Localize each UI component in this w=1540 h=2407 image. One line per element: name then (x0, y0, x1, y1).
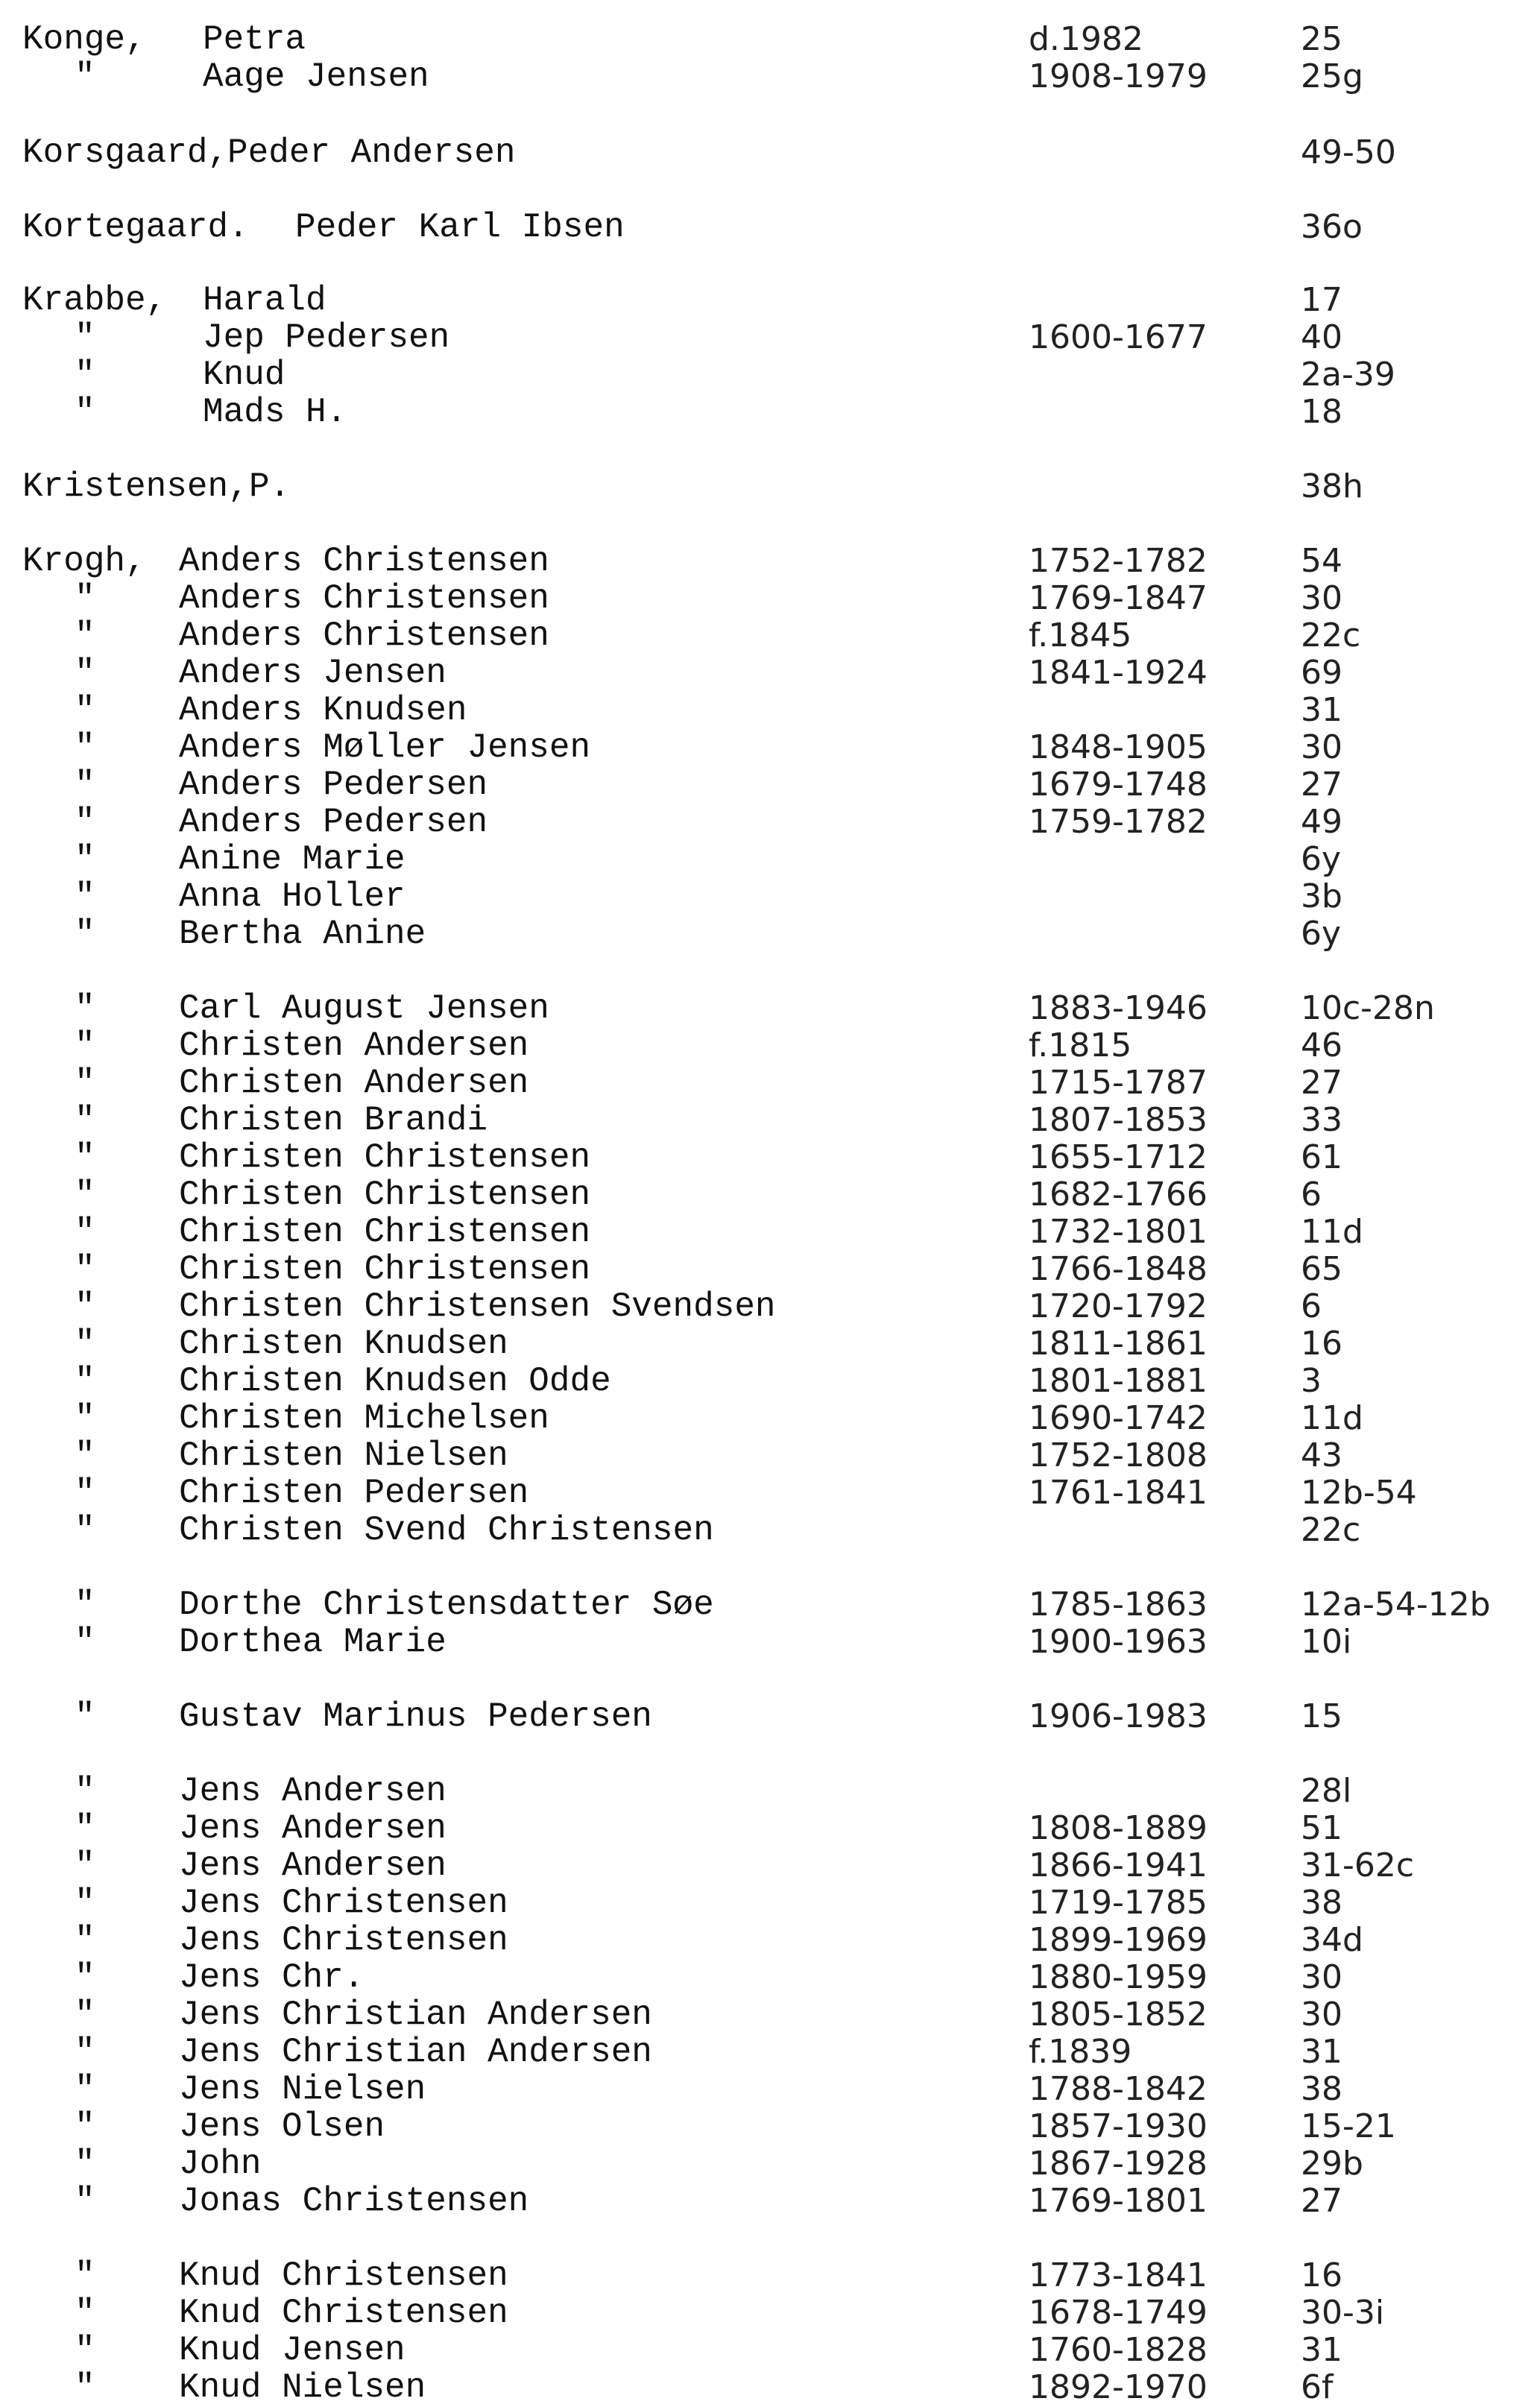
given-name: Christen Knudsen Odde (179, 1362, 611, 1401)
life-dates: 1848-1905 (1029, 728, 1208, 766)
index-entry (0, 1363, 1540, 1400)
given-name: Christen Christensen (179, 1176, 591, 1214)
reference-number: 30 (1301, 1958, 1342, 1996)
index-entry (0, 2034, 1540, 2071)
given-name: Christen Andersen (179, 1064, 529, 1102)
reference-number: 30 (1301, 728, 1342, 766)
given-name: Jens Christensen (179, 1921, 508, 1960)
index-entry (0, 1400, 1540, 1437)
life-dates: 1811-1861 (1029, 1325, 1208, 1363)
given-name: Christen Christensen Svendsen (179, 1287, 776, 1326)
reference-number: 30-3i (1301, 2294, 1385, 2332)
ditto-mark: " (75, 356, 95, 394)
ditto-mark: " (75, 1511, 95, 1550)
reference-number: 43 (1301, 1436, 1342, 1474)
index-entry (0, 2183, 1540, 2220)
life-dates: 1908-1979 (1029, 57, 1208, 95)
reference-number: 6 (1301, 1287, 1322, 1325)
ditto-mark: " (75, 1846, 95, 1885)
given-name: Christen Knudsen (179, 1325, 508, 1363)
reference-number: 2a-39 (1301, 356, 1395, 394)
index-entry (0, 1064, 1540, 1102)
ditto-mark: " (75, 989, 95, 1028)
life-dates: d.1982 (1029, 20, 1143, 58)
given-name: Harald (203, 281, 326, 320)
reference-number: 38 (1301, 2070, 1342, 2108)
reference-number: 27 (1301, 1064, 1342, 1102)
ditto-mark: " (75, 691, 95, 730)
ditto-mark: " (75, 2107, 95, 2146)
reference-number: 38 (1301, 1884, 1342, 1922)
ditto-mark: " (75, 1586, 95, 1624)
index-entry (0, 134, 1540, 171)
ditto-mark: " (75, 1958, 95, 1997)
ditto-mark: " (75, 1213, 95, 1252)
ditto-mark: " (75, 1362, 95, 1401)
given-name: Knud Nielsen (179, 2368, 426, 2407)
life-dates: 1805-1852 (1029, 1996, 1208, 2034)
index-entry (0, 1437, 1540, 1474)
index-entry (0, 766, 1540, 804)
reference-number: 3b (1301, 877, 1342, 915)
given-name: Knud Christensen (179, 2294, 508, 2332)
ditto-mark: " (75, 1250, 95, 1289)
index-entry (0, 1959, 1540, 1996)
reference-number: 6y (1301, 840, 1342, 878)
life-dates: 1801-1881 (1029, 1362, 1208, 1400)
ditto-mark: " (75, 1138, 95, 1177)
surname: Korsgaard, (22, 133, 229, 172)
given-name: Jens Christian Andersen (179, 1996, 652, 2034)
given-name: Aage Jensen (203, 57, 429, 96)
index-entry (0, 1512, 1540, 1549)
ditto-mark: " (75, 1176, 95, 1214)
given-name: Jens Christensen (179, 1884, 508, 1922)
given-name: Knud Jensen (179, 2331, 405, 2370)
given-name: Anders Christensen (179, 579, 549, 618)
reference-number: 25g (1301, 57, 1363, 95)
index-entry (0, 1922, 1540, 1959)
index-entry (0, 21, 1540, 58)
given-name: Jens Christian Andersen (179, 2033, 652, 2072)
reference-number: 27 (1301, 2182, 1342, 2220)
index-entry (0, 1214, 1540, 1251)
given-name: John (179, 2145, 262, 2183)
life-dates: 1732-1801 (1029, 1213, 1208, 1251)
given-name: Carl August Jensen (179, 989, 549, 1028)
life-dates: 1760-1828 (1029, 2331, 1208, 2369)
index-entry (0, 1474, 1540, 1512)
index-entry (0, 543, 1540, 580)
life-dates: 1752-1808 (1029, 1436, 1208, 1474)
index-entry (0, 1139, 1540, 1176)
ditto-mark: " (75, 2070, 95, 2109)
index-entry (0, 282, 1540, 319)
given-name: Anders Pedersen (179, 766, 488, 804)
index-entry (0, 1027, 1540, 1064)
given-name: Anders Møller Jensen (179, 728, 591, 767)
ditto-mark: " (75, 2033, 95, 2072)
ditto-mark: " (75, 1101, 95, 1140)
ditto-mark: " (75, 840, 95, 879)
life-dates: 1880-1959 (1029, 1958, 1208, 1996)
given-name: Jens Andersen (179, 1809, 446, 1848)
index-entry (0, 1996, 1540, 2034)
ditto-mark: " (75, 877, 95, 916)
life-dates: 1788-1842 (1029, 2070, 1208, 2108)
given-name: Anine Marie (179, 840, 405, 879)
ditto-mark: " (75, 654, 95, 693)
ditto-mark: " (75, 1921, 95, 1960)
ditto-mark: " (75, 616, 95, 655)
life-dates: 1761-1841 (1029, 1474, 1208, 1512)
life-dates: 1679-1748 (1029, 766, 1208, 804)
life-dates: 1769-1847 (1029, 579, 1208, 617)
life-dates: 1867-1928 (1029, 2145, 1208, 2183)
ditto-mark: " (75, 728, 95, 767)
reference-number: 31 (1301, 2033, 1342, 2071)
given-name: Anders Christensen (179, 542, 549, 581)
ditto-mark: " (75, 579, 95, 618)
given-name: Knud (203, 356, 285, 394)
given-name: Christen Christensen (179, 1213, 591, 1252)
reference-number: 16 (1301, 1325, 1342, 1363)
reference-number: 31 (1301, 691, 1342, 729)
given-name: Jens Andersen (179, 1846, 446, 1885)
given-name: Jens Chr. (179, 1958, 365, 1997)
life-dates: 1807-1853 (1029, 1101, 1208, 1139)
life-dates: 1883-1946 (1029, 989, 1208, 1027)
reference-number: 11d (1301, 1213, 1363, 1251)
reference-number: 31 (1301, 2331, 1342, 2369)
reference-number: 10i (1301, 1623, 1352, 1661)
reference-number: 49 (1301, 803, 1342, 841)
index-entry (0, 2257, 1540, 2294)
given-name: Peder Andersen (227, 133, 516, 172)
index-entry (0, 2369, 1540, 2406)
life-dates: 1752-1782 (1029, 542, 1208, 580)
given-name: Christen Christensen (179, 1138, 591, 1177)
index-entry (0, 2071, 1540, 2108)
index-entry (0, 692, 1540, 729)
reference-number: 65 (1301, 1250, 1342, 1288)
ditto-mark: " (75, 1697, 95, 1736)
life-dates: 1682-1766 (1029, 1176, 1208, 1214)
reference-number: 12b-54 (1301, 1474, 1417, 1512)
index-entry (0, 1251, 1540, 1288)
ditto-mark: " (75, 2182, 95, 2221)
life-dates: 1690-1742 (1029, 1399, 1208, 1437)
given-name: Jens Nielsen (179, 2070, 426, 2109)
reference-number: 12a-54-12b (1301, 1586, 1491, 1624)
given-name: Petra (203, 20, 306, 59)
reference-number: 22c (1301, 1511, 1361, 1549)
given-name: Knud Christensen (179, 2256, 508, 2295)
reference-number: 29b (1301, 2145, 1363, 2183)
given-name: Anna Holler (179, 877, 405, 916)
index-entry (0, 804, 1540, 841)
surname: Kortegaard. (22, 208, 249, 247)
reference-number: 11d (1301, 1399, 1363, 1437)
given-name: Bertha Anine (179, 915, 426, 953)
reference-number: 36o (1301, 208, 1363, 246)
ditto-mark: " (75, 57, 95, 96)
reference-number: 46 (1301, 1026, 1342, 1064)
reference-number: 38h (1301, 467, 1363, 505)
index-entry (0, 319, 1540, 356)
index-entry (0, 1884, 1540, 1922)
index-entry (0, 1325, 1540, 1363)
reference-number: 18 (1301, 393, 1342, 431)
ditto-mark: " (75, 1996, 95, 2034)
life-dates: 1892-1970 (1029, 2368, 1208, 2406)
ditto-mark: " (75, 2294, 95, 2332)
index-entry (0, 1288, 1540, 1325)
reference-number: 34d (1301, 1921, 1363, 1959)
reference-number: 51 (1301, 1809, 1342, 1847)
life-dates: 1720-1792 (1029, 1287, 1208, 1325)
reference-number: 30 (1301, 579, 1342, 617)
given-name: Gustav Marinus Pedersen (179, 1697, 652, 1736)
ditto-mark: " (75, 1884, 95, 1922)
index-entry (0, 580, 1540, 617)
reference-number: 49-50 (1301, 133, 1396, 171)
given-name: Jens Andersen (179, 1772, 446, 1811)
life-dates: f.1815 (1029, 1026, 1132, 1064)
life-dates: 1785-1863 (1029, 1586, 1208, 1624)
index-entry (0, 1773, 1540, 1810)
life-dates: 1655-1712 (1029, 1138, 1208, 1176)
given-name: Jonas Christensen (179, 2182, 529, 2221)
reference-number: 3 (1301, 1362, 1322, 1400)
ditto-mark: " (75, 1325, 95, 1363)
life-dates: 1719-1785 (1029, 1884, 1208, 1922)
given-name: Christen Michelsen (179, 1399, 549, 1438)
index-entry (0, 1176, 1540, 1214)
given-name: Anders Pedersen (179, 803, 488, 842)
given-name: Mads H. (203, 393, 347, 432)
ditto-mark: " (75, 1809, 95, 1848)
index-entry (0, 2108, 1540, 2145)
index-entry (0, 356, 1540, 394)
life-dates: 1600-1677 (1029, 318, 1208, 356)
ditto-mark: " (75, 318, 95, 357)
reference-number: 6f (1301, 2368, 1334, 2406)
life-dates: 1759-1782 (1029, 803, 1208, 841)
index-entry (0, 394, 1540, 431)
surname: Konge, (22, 20, 146, 59)
ditto-mark: " (75, 1064, 95, 1102)
life-dates: 1900-1963 (1029, 1623, 1208, 1661)
given-name: Christen Christensen (179, 1250, 591, 1289)
reference-number: 40 (1301, 318, 1342, 356)
given-name: Christen Brandi (179, 1101, 488, 1140)
life-dates: 1899-1969 (1029, 1921, 1208, 1959)
reference-number: 15-21 (1301, 2107, 1396, 2145)
index-entry (0, 878, 1540, 915)
reference-number: 15 (1301, 1697, 1342, 1735)
given-name: Jens Olsen (179, 2107, 385, 2146)
index-entry (0, 1698, 1540, 1735)
given-name: P. (249, 467, 291, 506)
life-dates: 1841-1924 (1029, 654, 1208, 692)
life-dates: 1857-1930 (1029, 2107, 1208, 2145)
given-name: Christen Pedersen (179, 1474, 529, 1512)
reference-number: 10c-28n (1301, 989, 1435, 1027)
index-entry (0, 617, 1540, 654)
life-dates: 1866-1941 (1029, 1846, 1208, 1884)
life-dates: f.1839 (1029, 2033, 1132, 2071)
reference-number: 25 (1301, 20, 1342, 58)
index-entry (0, 209, 1540, 246)
given-name: Peder Karl Ibsen (295, 208, 625, 247)
life-dates: 1906-1983 (1029, 1697, 1208, 1735)
reference-number: 31-62c (1301, 1846, 1415, 1884)
ditto-mark: " (75, 1436, 95, 1475)
index-entry (0, 729, 1540, 766)
ditto-mark: " (75, 1623, 95, 1662)
ditto-mark: " (75, 1399, 95, 1438)
life-dates: 1808-1889 (1029, 1809, 1208, 1847)
reference-number: 33 (1301, 1101, 1342, 1139)
ditto-mark: " (75, 1287, 95, 1326)
index-entry (0, 2145, 1540, 2183)
given-name: Anders Christensen (179, 616, 549, 655)
given-name: Christen Svend Christensen (179, 1511, 714, 1550)
given-name: Anders Knudsen (179, 691, 467, 730)
given-name: Anders Jensen (179, 654, 446, 693)
ditto-mark: " (75, 1026, 95, 1065)
life-dates: 1769-1801 (1029, 2182, 1208, 2220)
given-name: Dorthe Christensdatter Søe (179, 1586, 714, 1624)
reference-number: 54 (1301, 542, 1342, 580)
index-entry (0, 1624, 1540, 1661)
reference-number: 28l (1301, 1772, 1352, 1810)
ditto-mark: " (75, 2331, 95, 2370)
life-dates: 1715-1787 (1029, 1064, 1208, 1102)
index-entry (0, 1586, 1540, 1624)
ditto-mark: " (75, 1772, 95, 1811)
life-dates: f.1845 (1029, 616, 1132, 654)
index-entry (0, 1810, 1540, 1847)
given-name: Christen Andersen (179, 1026, 529, 1065)
given-name: Jep Pedersen (203, 318, 450, 357)
reference-number: 27 (1301, 766, 1342, 804)
life-dates: 1766-1848 (1029, 1250, 1208, 1288)
ditto-mark: " (75, 915, 95, 953)
index-entry (0, 468, 1540, 505)
reference-number: 69 (1301, 654, 1342, 692)
life-dates: 1773-1841 (1029, 2256, 1208, 2294)
life-dates: 1678-1749 (1029, 2294, 1208, 2332)
index-entry (0, 1102, 1540, 1139)
reference-number: 22c (1301, 616, 1361, 654)
given-name: Christen Nielsen (179, 1436, 508, 1475)
surname: Krabbe, (22, 281, 167, 320)
index-entry (0, 841, 1540, 878)
surname: Kristensen, (22, 467, 249, 506)
reference-number: 6 (1301, 1176, 1322, 1214)
ditto-mark: " (75, 2368, 95, 2407)
index-entry (0, 58, 1540, 95)
ditto-mark: " (75, 1474, 95, 1512)
ditto-mark: " (75, 766, 95, 804)
index-entry (0, 915, 1540, 953)
surname: Krogh, (22, 542, 146, 581)
reference-number: 17 (1301, 281, 1342, 319)
ditto-mark: " (75, 803, 95, 842)
index-entry (0, 654, 1540, 692)
ditto-mark: " (75, 2256, 95, 2295)
index-entry (0, 1847, 1540, 1884)
index-entry (0, 2332, 1540, 2369)
ditto-mark: " (75, 393, 95, 432)
reference-number: 30 (1301, 1996, 1342, 2034)
reference-number: 61 (1301, 1138, 1342, 1176)
index-entry (0, 990, 1540, 1027)
reference-number: 6y (1301, 915, 1342, 953)
index-entry (0, 2294, 1540, 2332)
given-name: Dorthea Marie (179, 1623, 446, 1662)
reference-number: 16 (1301, 2256, 1342, 2294)
ditto-mark: " (75, 2145, 95, 2183)
